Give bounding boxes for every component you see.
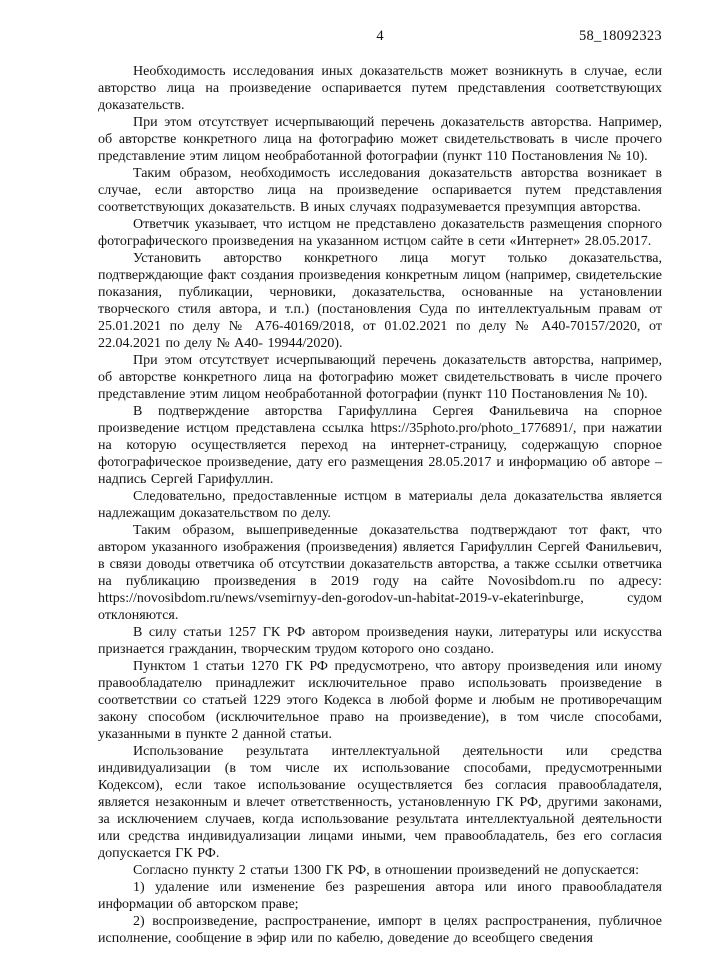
paragraph: Использование результата интеллектуальной деятельности или средства индивидуализации (в том числе их использование способами, предусмотренными Кодексом), если такое использование осуществляется без согласия правообладателя, является незаконным и влечет ответственность, установленную ГК РФ, другими законами, за исключением случаев, когда использование результата интеллектуальной деятельности или средства индивидуализации лицами иными, чем правообладатель, без его согласия допускается ГК РФ. [98, 744, 662, 861]
page-header [98, 28, 662, 46]
page-number: 4 [376, 28, 384, 44]
paragraph: Таким образом, вышеприведенные доказательства подтверждают тот факт, что автором указанного изображения (произведения) является Гарифуллин Сергей Фанильевич, в связи доводы ответчика об отсутствии доказательств авторства, а также ссылки ответчика на публикацию произведения в 2019 году на сайте Novosibdom.ru по адресу: https://novosibdom.ru/news/vsemirnyy-den-gorodov-un-habitat-2019-v-ekaterinburge, судом отклоняются. [98, 523, 662, 623]
paragraph: 2) воспроизведение, распространение, импорт в целях распространения, публичное исполнение, сообщение в эфир или по кабелю, доведение до всеобщего сведения [98, 914, 662, 946]
paragraph: Ответчик указывает, что истцом не представлено доказательств размещения спорного фотографического произведения на указанном истцом сайте в сети «Интернет» 28.05.2017. [98, 217, 662, 249]
paragraph: 1) удаление или изменение без разрешения автора или иного правообладателя информации об авторском праве; [98, 880, 662, 912]
paragraph: При этом отсутствует исчерпывающий перечень доказательств авторства, например, об авторстве конкретного лица на фотографию может свидетельствовать в числе прочего представление этим лицом необработанной фотографии (пункт 110 Постановления № 10). [98, 353, 662, 402]
document-body [98, 63, 662, 947]
paragraph: Установить авторство конкретного лица могут только доказательства, подтверждающие факт создания произведения конкретным лицом (например, свидетельские показания, публикации, черновики, доказательства, основанные на установлении творческого стиля автора, и т.п.) (постановления Суда по интеллектуальным правам от 25.01.2021 по делу № А76-40169/2018, от 01.02.2021 по делу № А40-70157/2020, от 22.04.2021 по делу № А40- 19944/2020). [98, 251, 662, 351]
case-number: 58_18092323 [578, 28, 662, 44]
paragraph: Пунктом 1 статьи 1270 ГК РФ предусмотрено, что автору произведения или иному правообладателю принадлежит исключительное право использовать произведение в соответствии со статьей 1229 этого Кодекса в любой форме и любым не противоречащим закону способом (исключительное право на произведение), в том числе способами, указанными в пункте 2 данной статьи. [98, 659, 662, 742]
paragraph: Таким образом, необходимость исследования доказательств авторства возникает в случае, если авторство лица на произведение оспаривается путем представления соответствующих доказательств. В иных случаях подразумевается презумпция авторства. [98, 166, 662, 215]
paragraph: В силу статьи 1257 ГК РФ автором произведения науки, литературы или искусства признается гражданин, творческим трудом которого оно создано. [98, 625, 662, 657]
paragraph: При этом отсутствует исчерпывающий перечень доказательств авторства. Например, об авторстве конкретного лица на фотографию может свидетельствовать в числе прочего представление этим лицом необработанной фотографии (пункт 110 Постановления № 10). [98, 115, 662, 164]
paragraph: Согласно пункту 2 статьи 1300 ГК РФ, в отношении произведений не допускается: [133, 863, 639, 878]
paragraph: Необходимость исследования иных доказательств может возникнуть в случае, если авторство лица на произведение оспаривается путем представления соответствующих доказательств. [98, 64, 662, 113]
paragraph: В подтверждение авторства Гарифуллина Сергея Фанильевича на спорное произведение истцом представлена ссылка https://35photo.pro/photo_1776891/, при нажатии на которую осуществляется переход на интернет-страницу, содержащую спорное фотографическое произведение, дату его размещения 28.05.2017 и информацию об авторе – надпись Сергей Гарифуллин. [98, 404, 662, 487]
paragraph: Следовательно, предоставленные истцом в материалы дела доказательства является надлежащим доказательством по делу. [98, 489, 662, 521]
